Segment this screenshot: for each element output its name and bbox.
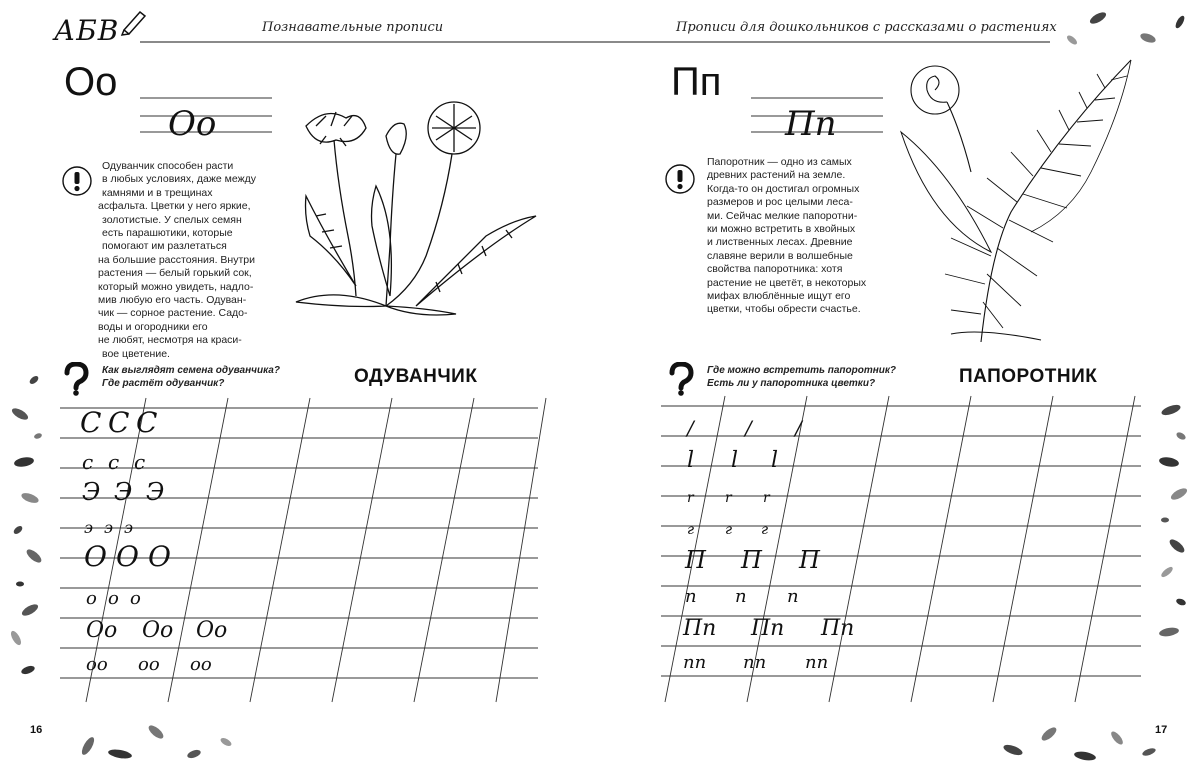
practice-cell: П	[685, 546, 706, 574]
left-info-text: Одуванчик способен расти в любых условиях, даже между камнями и в трещинах асфальта. Цветки у него яркие, золотистые. У спелых семян есть парашютики, которые помогают им разлетаться на большие расстояния. Внутри растения — белый горький сок, который можно увидеть, надло- мив любую его часть. Одуван- чик — сорное растение. Садо- воды и огородники его не любят, несмотря на краси- вое цветение.	[98, 160, 256, 360]
practice-cell: пп	[683, 652, 707, 673]
practice-cell: /	[795, 416, 802, 440]
practice-cell: oo	[138, 654, 160, 675]
practice-cell: Пп	[751, 616, 785, 641]
practice-cell: O	[84, 540, 107, 573]
left-header-title: Познавательные прописи	[262, 20, 444, 35]
logo: АБВ	[54, 14, 120, 47]
practice-cell: O	[116, 540, 139, 573]
practice-cell: г	[761, 522, 769, 538]
practice-cell: г	[725, 522, 733, 538]
practice-cell: r	[725, 490, 732, 506]
practice-cell: э	[104, 518, 113, 537]
exclamation-icon	[665, 164, 695, 194]
right-word: ПАПОРОТНИК	[959, 366, 1098, 387]
page-number: 16	[30, 724, 43, 736]
dandelion-illustration	[286, 96, 546, 326]
practice-cell: П	[741, 546, 762, 574]
practice-cell: э	[84, 518, 93, 537]
question-icon	[62, 362, 90, 396]
practice-cell: /	[687, 416, 694, 440]
practice-cell: пп	[743, 652, 767, 673]
practice-cell: c	[82, 450, 94, 474]
practice-cell: Э	[114, 478, 133, 506]
practice-cell: /	[745, 416, 752, 440]
leaf-decoration-bottom-right	[999, 716, 1169, 766]
left-letter-cursive: Оо	[168, 104, 217, 144]
practice-cell: O	[148, 540, 171, 573]
practice-cell: Oo	[142, 618, 174, 643]
practice-cell: o	[130, 588, 141, 609]
practice-cell: r	[687, 490, 694, 506]
question-icon	[667, 362, 695, 396]
practice-cell: oo	[190, 654, 212, 675]
practice-cell: oo	[86, 654, 108, 675]
practice-cell: c	[134, 450, 146, 474]
practice-cell: Oo	[86, 618, 118, 643]
right-letter-cursive: Пп	[785, 104, 837, 144]
practice-cell: Пп	[821, 616, 855, 641]
practice-cell: п	[735, 586, 747, 607]
left-question: Как выглядят семена одуванчика? Где растёт одуванчик?	[102, 365, 280, 389]
right-question: Где можно встретить папоротник? Есть ли у папоротника цветки?	[707, 365, 897, 389]
practice-cell: П	[799, 546, 820, 574]
practice-cell: Э	[146, 478, 165, 506]
page-number: 17	[1155, 724, 1168, 736]
practice-cell: l	[687, 448, 695, 473]
practice-cell: п	[685, 586, 697, 607]
exclamation-icon	[62, 166, 92, 196]
practice-cell: Пп	[683, 616, 717, 641]
practice-cell: C	[80, 406, 102, 439]
leaf-decoration-bottom-left	[76, 716, 236, 766]
practice-cell: э	[124, 518, 133, 537]
left-letter-print: Оо	[64, 60, 118, 104]
practice-cell: o	[108, 588, 119, 609]
practice-cell: l	[731, 448, 739, 473]
practice-cell: C	[136, 406, 158, 439]
practice-cell: Э	[82, 478, 101, 506]
practice-cell: C	[108, 406, 130, 439]
right-practice-grid	[657, 394, 1157, 714]
practice-cell: c	[108, 450, 120, 474]
right-page	[599, 0, 1198, 772]
leaf-decoration-left	[4, 370, 50, 750]
practice-cell: п	[787, 586, 799, 607]
practice-cell: г	[687, 522, 695, 538]
leaf-decoration-right	[1151, 396, 1195, 696]
practice-cell: Oo	[196, 618, 228, 643]
right-header-title: Прописи для дошкольников с рассказами о растениях	[676, 20, 1057, 35]
practice-cell: r	[763, 490, 770, 506]
fern-illustration	[891, 52, 1141, 352]
practice-cell: l	[771, 448, 779, 473]
practice-cell: пп	[805, 652, 829, 673]
practice-cell: o	[86, 588, 97, 609]
left-word: ОДУВАНЧИК	[354, 366, 478, 387]
right-letter-print: Пп	[671, 60, 722, 104]
right-info-text: Папоротник — одно из самых древних растений на земле. Когда-то он достигал огромных размеров и рос целыми леса- ми. Сейчас мелкие папоротни- ки можно встретить в хвойных и лиственных лесах. Древние славяне верили в волшебные свойства папоротника: хотя растение не цветёт, в некоторых мифах влюблённые ищут его цветки, чтобы обрести счастье.	[707, 156, 867, 316]
